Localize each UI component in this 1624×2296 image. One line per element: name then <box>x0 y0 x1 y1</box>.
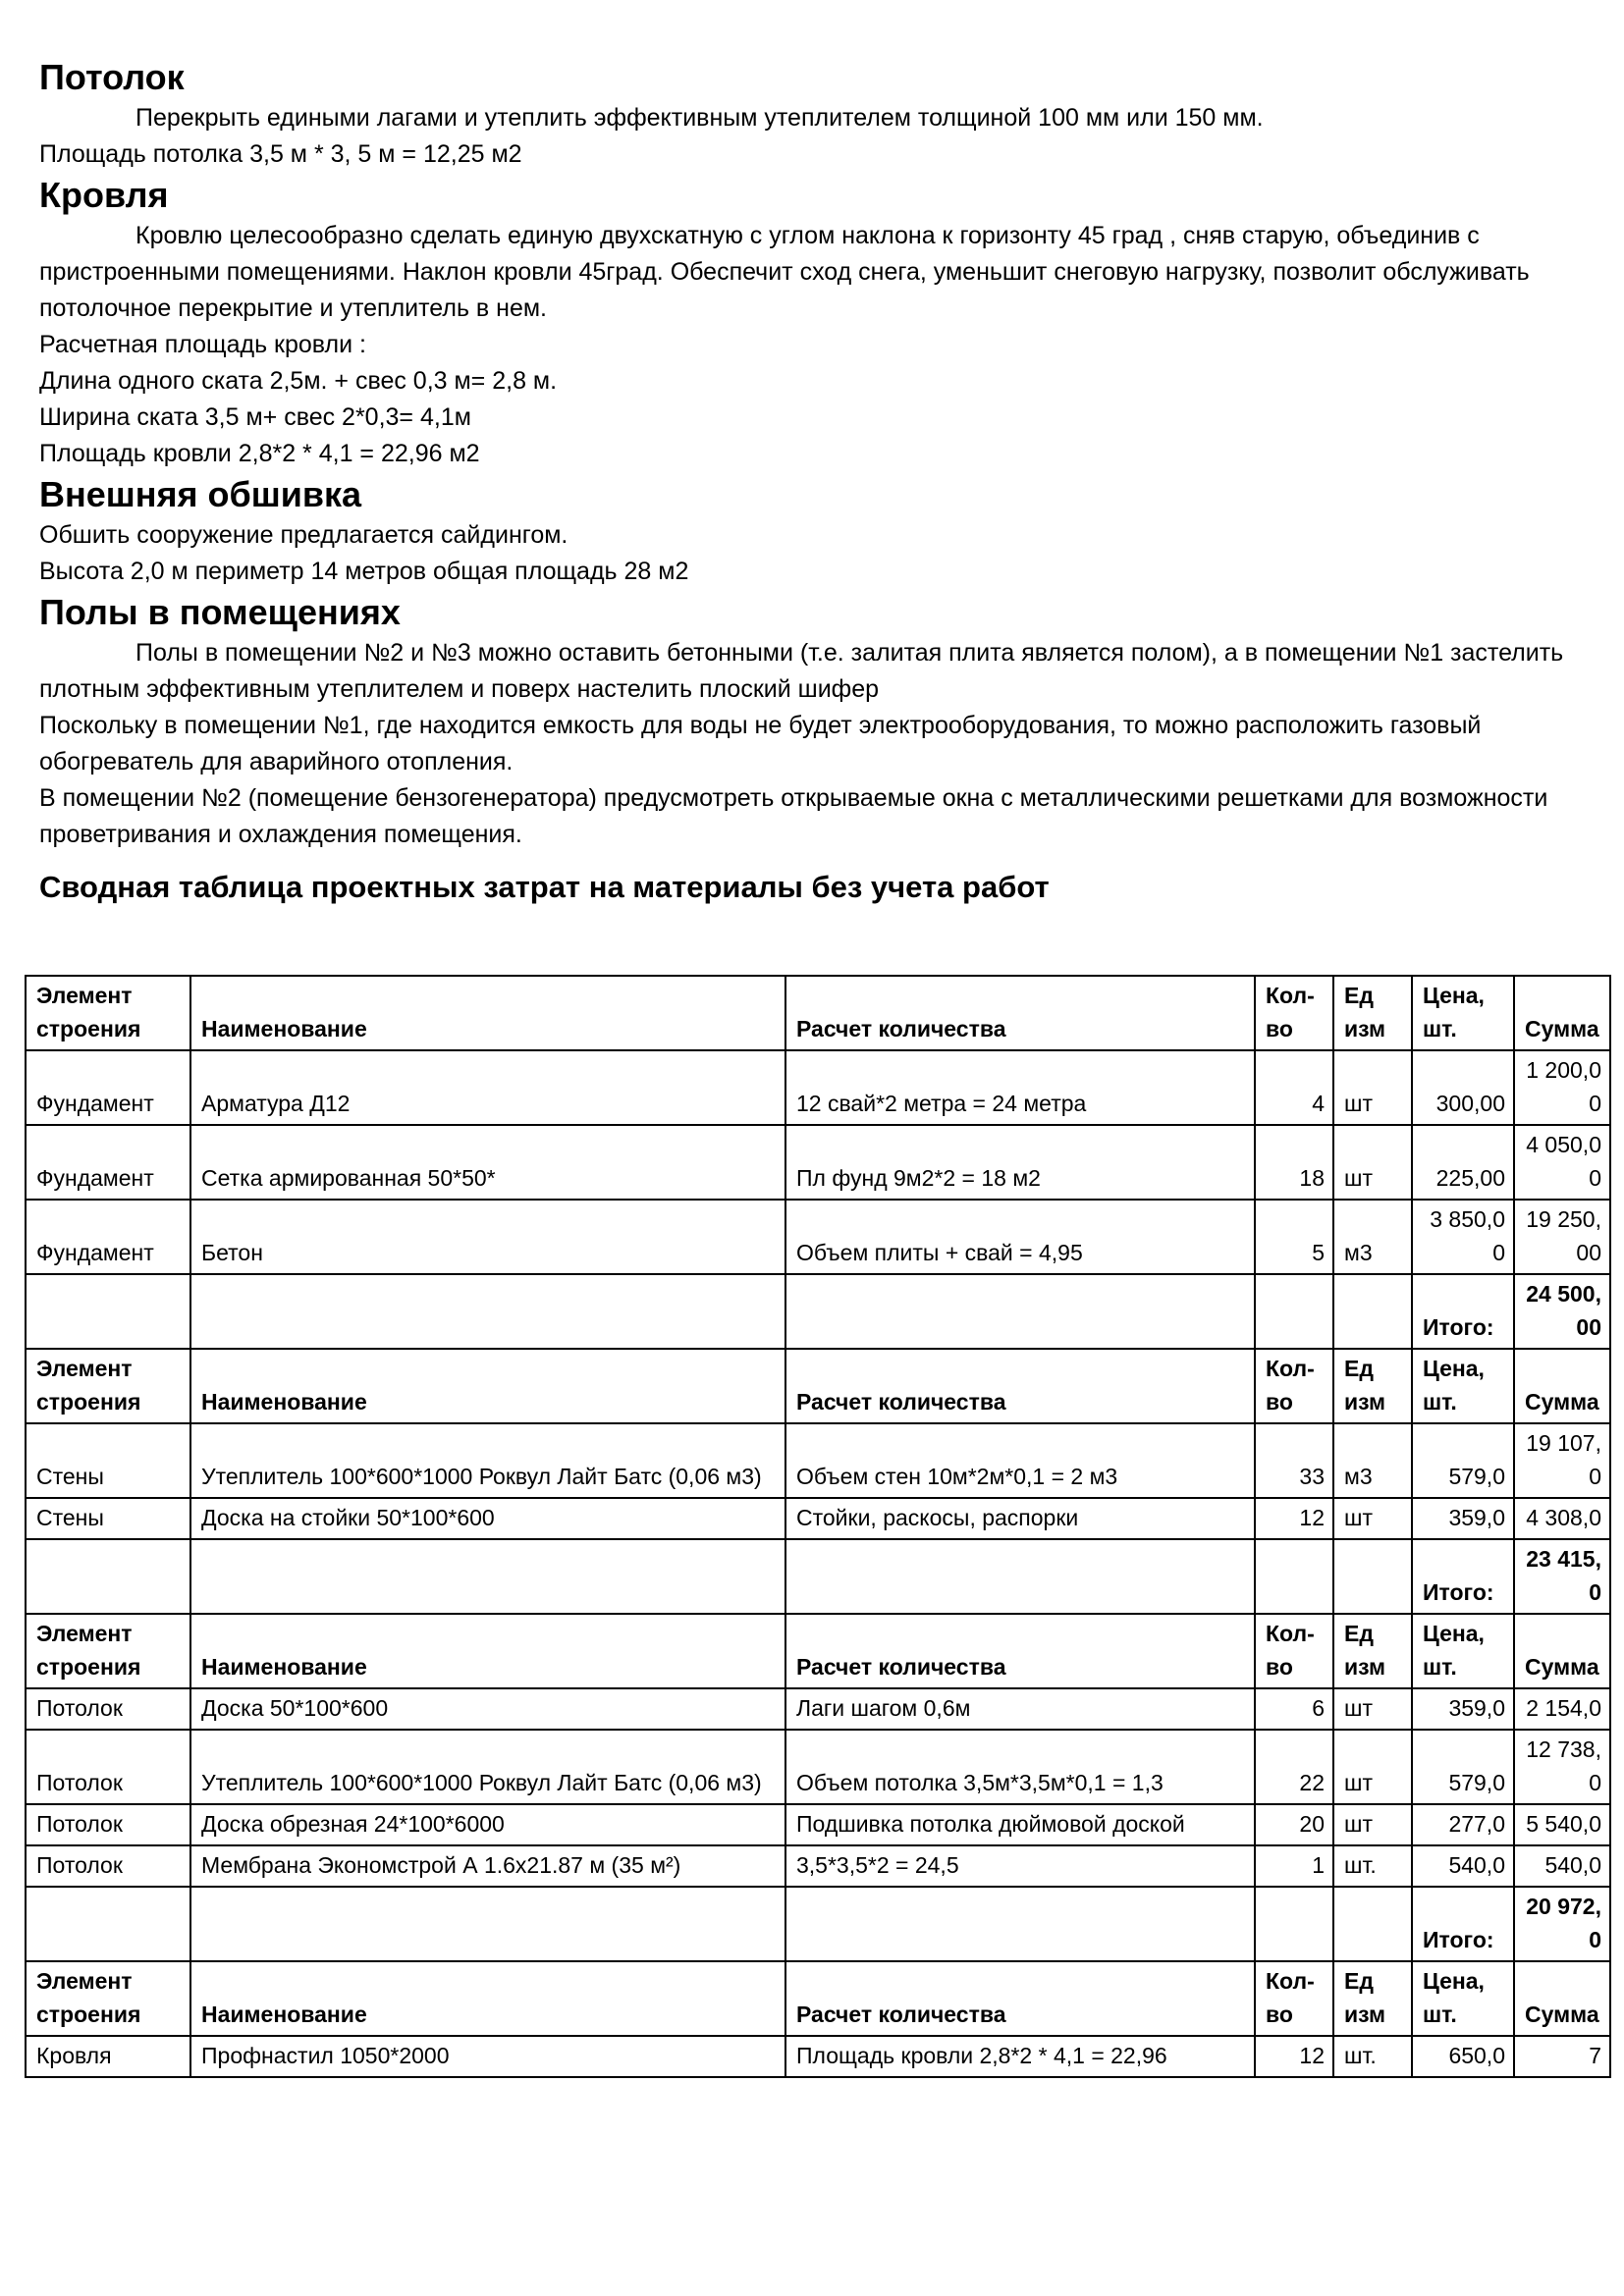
hdr-name: Наименование <box>190 1349 785 1423</box>
siding-paragraph: Обшить сооружение предлагается сайдингом. <box>39 521 568 549</box>
floors-heater-paragraph: Поскольку в помещении №1, где находится емкость для воды не будет электрооборудования, то можно расположить газовый обогреватель для аварийного отопления. <box>39 712 1482 775</box>
cell-calc: Объем потолка 3,5м*3,5м*0,1 = 1,3 <box>785 1730 1255 1804</box>
hdr-name: Наименование <box>190 1961 785 2036</box>
section-heading-floors: Полы в помещениях <box>39 592 401 632</box>
total-value: 23 415,0 <box>1514 1539 1610 1614</box>
hdr-name: Наименование <box>190 1614 785 1688</box>
cell-calc: Лаги шагом 0,6м <box>785 1688 1255 1730</box>
cell-price: 277,0 <box>1412 1804 1514 1845</box>
empty-cell <box>1255 1887 1333 1961</box>
cell-name: Профнастил 1050*2000 <box>190 2036 785 2077</box>
hdr-element: Элемент строения <box>26 976 190 1050</box>
cell-qty: 12 <box>1255 2036 1333 2077</box>
empty-cell <box>785 1887 1255 1961</box>
cell-qty: 33 <box>1255 1423 1333 1498</box>
cell-qty: 20 <box>1255 1804 1333 1845</box>
cell-price: 300,00 <box>1412 1050 1514 1125</box>
cell-unit: шт <box>1333 1730 1412 1804</box>
cell-qty: 12 <box>1255 1498 1333 1539</box>
hdr-calc: Расчет количества <box>785 1349 1255 1423</box>
cell-element: Стены <box>26 1498 190 1539</box>
table-row <box>26 1125 1610 1200</box>
cell-sum: 19 250,00 <box>1514 1200 1610 1274</box>
empty-cell <box>190 1539 785 1614</box>
document-page <box>39 55 1610 908</box>
cell-name: Сетка армированная 50*50* <box>190 1125 785 1200</box>
cell-element: Фундамент <box>26 1200 190 1274</box>
cell-unit: м3 <box>1333 1423 1412 1498</box>
hdr-name: Наименование <box>190 976 785 1050</box>
roof-paragraph: Кровлю целесообразно сделать единую двухскатную с углом наклона к горизонту 45 град , сняв старую, объединив с пристроенными помещениями. Наклон кровли 45град. Обеспечит сход снега, уменьшит снеговую нагрузку, позволит обслуживать потолочное перекрытие и утеплитель в нем. <box>39 222 1530 322</box>
hdr-calc: Расчет количества <box>785 976 1255 1050</box>
cell-element: Потолок <box>26 1804 190 1845</box>
cell-sum: 19 107,0 <box>1514 1423 1610 1498</box>
hdr-sum: Сумма <box>1514 1961 1610 2036</box>
cell-element: Фундамент <box>26 1125 190 1200</box>
cell-name: Доска 50*100*600 <box>190 1688 785 1730</box>
cell-sum: 12 738,0 <box>1514 1730 1610 1804</box>
hdr-price: Цена, шт. <box>1412 1614 1514 1688</box>
cell-sum: 5 540,0 <box>1514 1804 1610 1845</box>
empty-cell <box>1255 1539 1333 1614</box>
cell-name: Доска на стойки 50*100*600 <box>190 1498 785 1539</box>
section-heading-summary: Сводная таблица проектных затрат на материалы без учета работ <box>39 870 1050 904</box>
empty-cell <box>785 1274 1255 1349</box>
empty-cell <box>190 1887 785 1961</box>
cell-name: Утеплитель 100*600*1000 Роквул Лайт Батс (0,06 м3) <box>190 1423 785 1498</box>
empty-cell <box>26 1274 190 1349</box>
hdr-element: Элемент строения <box>26 1614 190 1688</box>
roof-slope-length: Длина одного ската 2,5м. + свес 0,3 м= 2,8 м. <box>39 367 558 395</box>
cell-sum: 540,0 <box>1514 1845 1610 1887</box>
empty-cell <box>1333 1539 1412 1614</box>
ceiling-area: Площадь потолка 3,5 м * 3, 5 м = 12,25 м2 <box>39 140 522 168</box>
cell-sum: 7 <box>1514 2036 1610 2077</box>
cell-qty: 4 <box>1255 1050 1333 1125</box>
cell-price: 650,0 <box>1412 2036 1514 2077</box>
hdr-qty: Кол-во <box>1255 1614 1333 1688</box>
table-row <box>26 1200 1610 1274</box>
cell-calc: Подшивка потолка дюймовой доской <box>785 1804 1255 1845</box>
empty-cell <box>1333 1887 1412 1961</box>
cell-price: 359,0 <box>1412 1498 1514 1539</box>
total-value: 20 972,0 <box>1514 1887 1610 1961</box>
hdr-element: Элемент строения <box>26 1961 190 2036</box>
empty-cell <box>785 1539 1255 1614</box>
cell-element: Потолок <box>26 1688 190 1730</box>
cell-name: Арматура Д12 <box>190 1050 785 1125</box>
table-row <box>26 1730 1610 1804</box>
cell-element: Кровля <box>26 2036 190 2077</box>
cell-name: Утеплитель 100*600*1000 Роквул Лайт Батс (0,06 м3) <box>190 1730 785 1804</box>
ceiling-paragraph: Перекрыть едиными лагами и утеплить эффективным утеплителем толщиной 100 мм или 150 мм. <box>135 104 1264 132</box>
hdr-qty: Кол-во <box>1255 976 1333 1050</box>
roof-calc-title: Расчетная площадь кровли : <box>39 331 366 358</box>
cell-sum: 1 200,00 <box>1514 1050 1610 1125</box>
cell-price: 359,0 <box>1412 1688 1514 1730</box>
section-heading-siding: Внешняя обшивка <box>39 474 362 514</box>
section-heading-ceiling: Потолок <box>39 57 185 97</box>
cell-qty: 1 <box>1255 1845 1333 1887</box>
hdr-sum: Сумма <box>1514 1614 1610 1688</box>
cell-unit: шт <box>1333 1804 1412 1845</box>
table-total-row <box>26 1274 1610 1349</box>
hdr-sum: Сумма <box>1514 1349 1610 1423</box>
hdr-calc: Расчет количества <box>785 1614 1255 1688</box>
cell-unit: шт. <box>1333 2036 1412 2077</box>
table-total-row <box>26 1887 1610 1961</box>
cell-name: Доска обрезная 24*100*6000 <box>190 1804 785 1845</box>
table-total-row <box>26 1539 1610 1614</box>
cell-qty: 22 <box>1255 1730 1333 1804</box>
cell-qty: 18 <box>1255 1125 1333 1200</box>
empty-cell <box>26 1539 190 1614</box>
cell-calc: Объем стен 10м*2м*0,1 = 2 м3 <box>785 1423 1255 1498</box>
hdr-unit: Ед изм <box>1333 1614 1412 1688</box>
floors-paragraph: Полы в помещении №2 и №3 можно оставить бетонными (т.е. залитая плита является полом), а в помещении №1 застелить плотным эффективным утеплителем и поверх настелить плоский шифер <box>39 639 1564 703</box>
cell-price: 225,00 <box>1412 1125 1514 1200</box>
cell-calc: Стойки, раскосы, распорки <box>785 1498 1255 1539</box>
table-header-row <box>26 1961 1610 2036</box>
empty-cell <box>1255 1274 1333 1349</box>
empty-cell <box>1333 1274 1412 1349</box>
table-row <box>26 1423 1610 1498</box>
cell-element: Стены <box>26 1423 190 1498</box>
cell-element: Потолок <box>26 1730 190 1804</box>
cell-unit: шт <box>1333 1498 1412 1539</box>
table-row <box>26 1498 1610 1539</box>
table-row <box>26 1050 1610 1125</box>
hdr-calc: Расчет количества <box>785 1961 1255 2036</box>
table-header-row <box>26 1614 1610 1688</box>
hdr-price: Цена, шт. <box>1412 976 1514 1050</box>
empty-cell <box>190 1274 785 1349</box>
hdr-price: Цена, шт. <box>1412 1961 1514 2036</box>
hdr-element: Элемент строения <box>26 1349 190 1423</box>
cell-calc: Пл фунд 9м2*2 = 18 м2 <box>785 1125 1255 1200</box>
total-value: 24 500,00 <box>1514 1274 1610 1349</box>
table-row <box>26 1804 1610 1845</box>
cell-unit: шт <box>1333 1050 1412 1125</box>
table-row <box>26 2036 1610 2077</box>
cell-qty: 6 <box>1255 1688 1333 1730</box>
cell-calc: Площадь кровли 2,8*2 * 4,1 = 22,96 <box>785 2036 1255 2077</box>
cell-calc: Объем плиты + свай = 4,95 <box>785 1200 1255 1274</box>
cell-calc: 12 свай*2 метра = 24 метра <box>785 1050 1255 1125</box>
cell-element: Фундамент <box>26 1050 190 1125</box>
cell-price: 579,0 <box>1412 1423 1514 1498</box>
cell-sum: 4 308,0 <box>1514 1498 1610 1539</box>
cell-name: Бетон <box>190 1200 785 1274</box>
roof-slope-width: Ширина ската 3,5 м+ свес 2*0,3= 4,1м <box>39 403 471 431</box>
cell-name: Мембрана Экономстрой А 1.6x21.87 м (35 м²) <box>190 1845 785 1887</box>
hdr-price: Цена, шт. <box>1412 1349 1514 1423</box>
table-row <box>26 1688 1610 1730</box>
cell-price: 579,0 <box>1412 1730 1514 1804</box>
hdr-qty: Кол-во <box>1255 1349 1333 1423</box>
cell-sum: 4 050,00 <box>1514 1125 1610 1200</box>
hdr-unit: Ед изм <box>1333 1961 1412 2036</box>
total-label: Итого: <box>1412 1887 1514 1961</box>
total-label: Итого: <box>1412 1274 1514 1349</box>
cell-calc: 3,5*3,5*2 = 24,5 <box>785 1845 1255 1887</box>
cell-element: Потолок <box>26 1845 190 1887</box>
floors-generator-paragraph: В помещении №2 (помещение бензогенератора) предусмотреть открываемые окна с металлическими решетками для возможности проветривания и охлаждения помещения. <box>39 784 1548 848</box>
cell-unit: м3 <box>1333 1200 1412 1274</box>
table-header-row <box>26 1349 1610 1423</box>
hdr-sum: Сумма <box>1514 976 1610 1050</box>
section-heading-roof: Кровля <box>39 175 169 215</box>
hdr-unit: Ед изм <box>1333 976 1412 1050</box>
cell-sum: 2 154,0 <box>1514 1688 1610 1730</box>
roof-area: Площадь кровли 2,8*2 * 4,1 = 22,96 м2 <box>39 440 480 467</box>
empty-cell <box>26 1887 190 1961</box>
hdr-unit: Ед изм <box>1333 1349 1412 1423</box>
cell-qty: 5 <box>1255 1200 1333 1274</box>
table-header-row <box>26 976 1610 1050</box>
cell-unit: шт <box>1333 1125 1412 1200</box>
cell-price: 540,0 <box>1412 1845 1514 1887</box>
hdr-qty: Кол-во <box>1255 1961 1333 2036</box>
siding-area: Высота 2,0 м периметр 14 метров общая площадь 28 м2 <box>39 558 689 585</box>
cost-table <box>25 975 1611 2078</box>
cell-unit: шт <box>1333 1688 1412 1730</box>
table-row <box>26 1845 1610 1887</box>
cell-price: 3 850,00 <box>1412 1200 1514 1274</box>
cell-unit: шт. <box>1333 1845 1412 1887</box>
total-label: Итого: <box>1412 1539 1514 1614</box>
